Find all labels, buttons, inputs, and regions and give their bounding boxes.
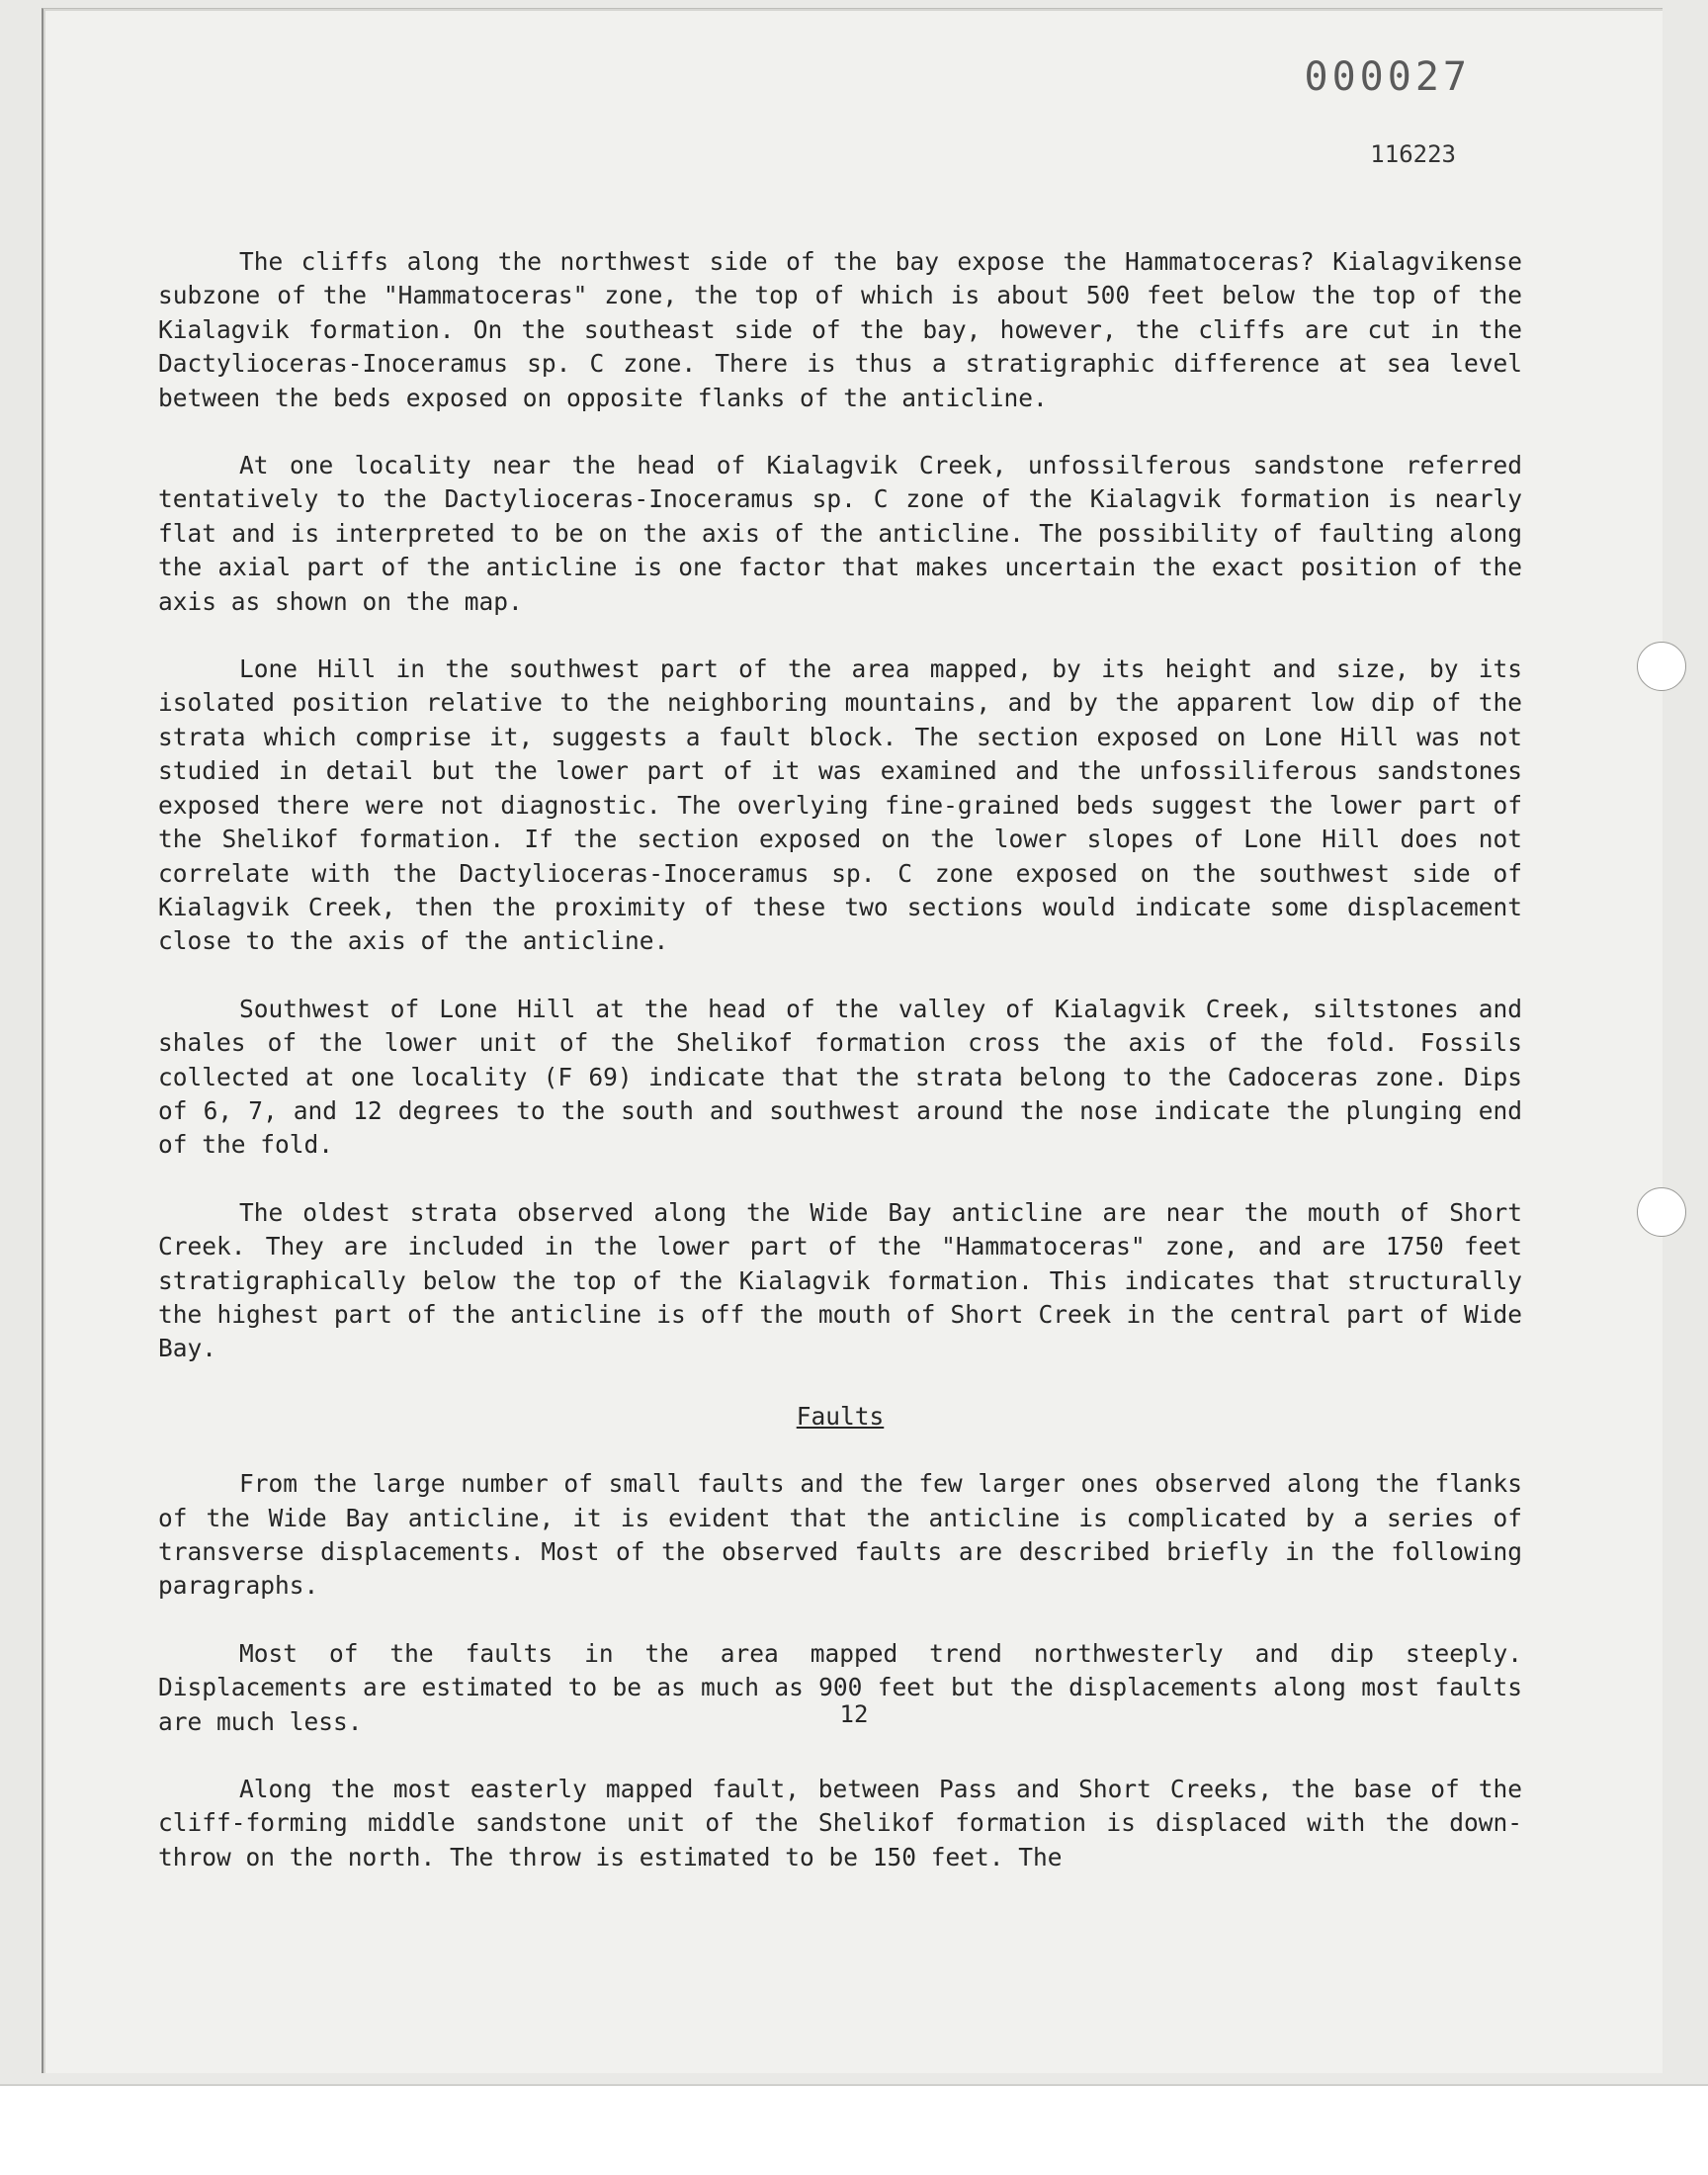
document-number: 000027 [1304, 54, 1471, 100]
paragraph: At one locality near the head of Kialagvik Creek, unfossilferous sandstone referred tentatively to the Dactylioceras-Inoceramus sp. C zone of the Kialagvik formation is nearly flat and is interpreted to be on the axis of the anticline. The possibility of faulting along the axial part of the anticline is one factor that makes uncertain the exact position of the axis as shown on the map. [158, 451, 1522, 616]
paragraph: The cliffs along the northwest side of the bay expose the Hammatoceras? Kialagvikense subzone of the "Hammatoceras" zone, the top of which is about 500 feet below the top of the Kialagvik formation. On the southeast side of the bay, however, the cliffs are cut in the Dactylioceras-Inoceramus sp. C zone. There is thus a stratigraphic difference at sea level between the beds exposed on opposite flanks of the anticline. [158, 247, 1522, 412]
document-body [158, 245, 1522, 1908]
paragraph: Along the most easterly mapped fault, between Pass and Short Creeks, the base of the cliff-forming middle sandstone unit of the Shelikof formation is displaced with the down-throw on the north. The throw is estimated to be 150 feet. The [158, 1775, 1522, 1871]
section-heading: Faults [796, 1401, 885, 1431]
serial-number: 116223 [1370, 140, 1456, 168]
paragraph: Lone Hill in the southwest part of the area mapped, by its height and size, by its isolated position relative to the neighboring mountains, and by the apparent low dip of the strata which comprise it, suggests a fault block. The section exposed on Lone Hill was not studied in detail but the lower part of it was examined and the unfossiliferous sandstones exposed there were not diagnostic. The overlying fine-grained beds suggest the lower part of the Shelikof formation. If the section exposed on the lower slopes of Lone Hill does not correlate with the Dactylioceras-Inoceramus sp. C zone exposed on the southwest side of Kialagvik Creek, then the proximity of these two sections would indicate some displacement close to the axis of the anticline. [158, 654, 1522, 956]
punch-hole-upper [1637, 642, 1686, 691]
punch-hole-lower [1637, 1187, 1686, 1237]
paragraph: From the large number of small faults and the few larger ones observed along the flanks of the Wide Bay anticline, it is evident that the anticline is complicated by a series of transverse displacements. Most of the observed faults are described briefly in the following paragraphs. [158, 1469, 1522, 1601]
paragraph: The oldest strata observed along the Wide Bay anticline are near the mouth of Short Creek. They are included in the lower part of the "Hammatoceras" zone, and are 1750 feet stratigraphically below the top of the Kialagvik formation. This indicates that structurally the highest part of the anticline is off the mouth of Short Creek in the central part of Wide Bay. [158, 1197, 1522, 1363]
paragraph: Southwest of Lone Hill at the head of the valley of Kialagvik Creek, siltstones and shales of the lower unit of the Shelikof formation cross the axis of the fold. Fossils collected at one locality (F 69) indicate that the strata belong to the Cadoceras zone. Dips of 6, 7, and 12 degrees to the south and southwest around the nose indicate the plunging end of the fold. [158, 994, 1522, 1160]
paragraph: Most of the faults in the area mapped trend northwesterly and dip steeply. Displacements are estimated to be as much as 900 feet but the displacements along most faults are much less. [158, 1638, 1522, 1736]
page-number: 12 [839, 1700, 869, 1728]
